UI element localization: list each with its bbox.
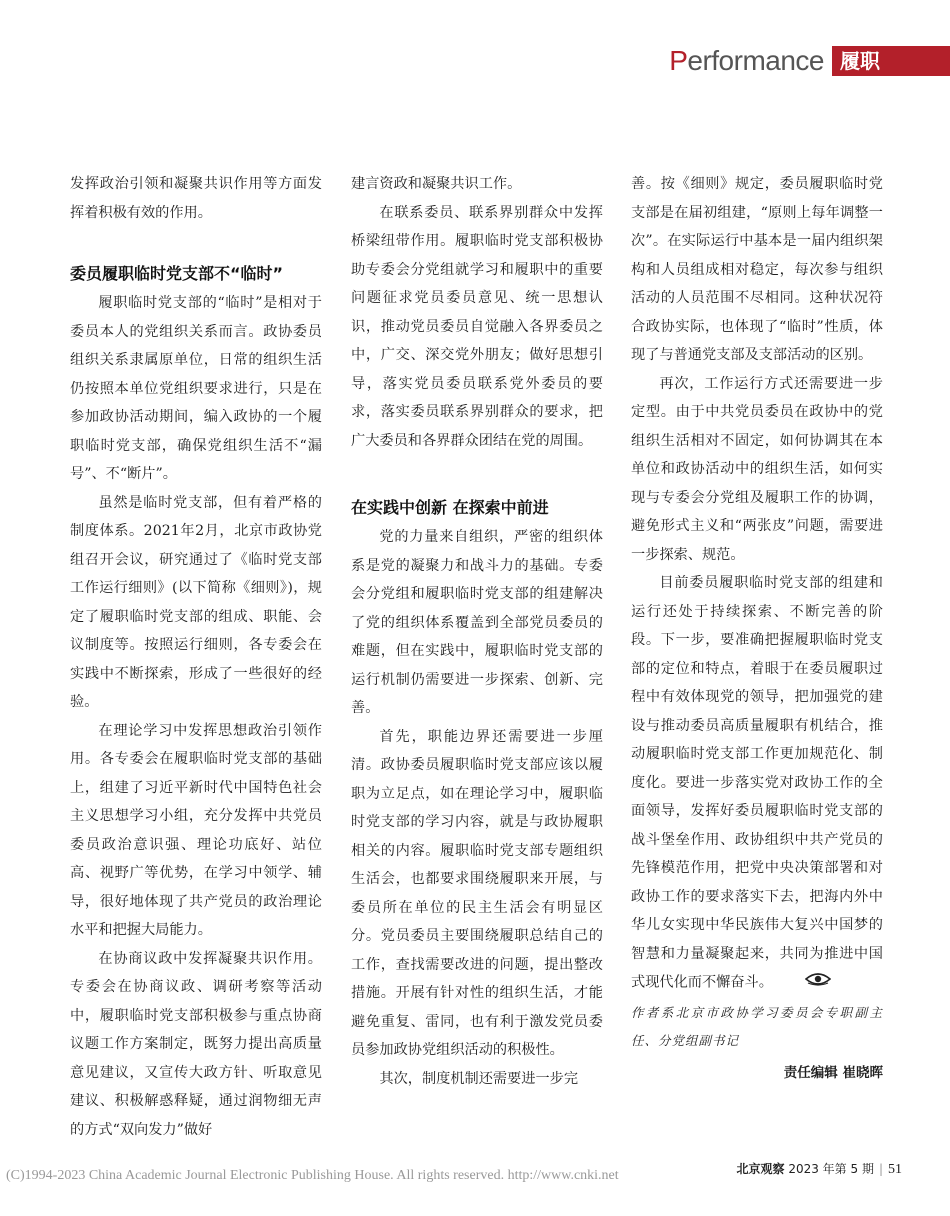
responsible-editor: 责任编辑 崔晓晖 xyxy=(783,1064,883,1081)
page-number: 51 xyxy=(888,1162,902,1177)
paragraph-final xyxy=(631,569,883,997)
paragraph: 党的力量来自组织，严密的组织体系是党的凝聚力和战斗力的基础。专委会分党组和履职临时党支部的组建解决了党的组织体系覆盖到全部党员委员的难题，但在实践中，履职临时党支部的运行机制仍需要进一步探索、创新、完善。 xyxy=(351,529,603,716)
section-heading: 委员履职临时党支部不“临时” xyxy=(70,264,284,283)
paragraph: 其次，制度机制还需要进一步完 xyxy=(379,1070,579,1087)
page-footer xyxy=(736,1160,902,1178)
section-title-rest: erformance xyxy=(687,45,824,76)
paragraph: 发挥政治引领和凝聚共识作用等方面发挥着积极有效的作用。 xyxy=(70,176,322,221)
paragraph: 善。按《细则》规定，委员履职临时党支部是在届初组建，“原则上每年调整一次”。在实际运行中基本是一届内组织架构和人员组成相对稳定，每次参与组织活动的人员范围不尽相同。这种状况符合政协实际，也体现了“临时”性质，体现了与普通党支部及支部活动的区别。 xyxy=(631,176,883,363)
column-1 xyxy=(70,170,322,1144)
end-mark-eye-icon xyxy=(777,968,831,997)
author-note: 作者系北京市政协学习委员会专职副主任、分党组副书记 xyxy=(631,1004,883,1048)
paragraph: 在协商议政中发挥凝聚共识作用。专委会在协商议政、调研考察等活动中，履职临时党支部积极参与重点协商议题工作方案制定，既努力提出高质量意见建议，又宣传大政方针、听取意见建议、积极解惑释疑，通过润物细无声的方式“双向发力”做好 xyxy=(70,950,322,1138)
paragraph: 在理论学习中发挥思想政治引领作用。各专委会在履职临时党支部的基础上，组建了习近平新时代中国特色社会主义思想学习小组，充分发挥中共党员委员政治意识强、理论功底好、站位高、视野广等优势，在学习中领学、辅导，很好地体现了共产党员的政治理论水平和把握大局能力。 xyxy=(70,722,322,938)
section-heading: 在实践中创新 在探索中前进 xyxy=(351,498,549,517)
section-badge: 履职 xyxy=(832,46,950,76)
paragraph: 履职临时党支部的“临时”是相对于委员本人的党组织关系而言。政协委员组织关系隶属原单位，日常的组织生活仍按照本单位党组织要求进行，只是在参加政协活动期间，编入政协的一个履职临时党支部，确保党组织生活不“漏号”、不“断片”。 xyxy=(70,295,322,482)
paragraph: 虽然是临时党支部，但有着严格的制度体系。2021年2月，北京市政协党组召开会议，研究通过了《临时党支部工作运行细则》(以下简称《细则》)，规定了履职临时党支部的组成、职能、会议制度等。按照运行细则，各专委会在实践中不断探索，形成了一些很好的经验。 xyxy=(70,494,322,710)
column-2 xyxy=(351,170,603,1093)
section-title-english xyxy=(669,45,824,77)
paragraph: 再次，工作运行方式还需要进一步定型。由于中共党员委员在政协中的党组织生活相对不固定，如何协调其在本单位和政协活动中的组织生活，如何实现与专委会分党组及履职工作的协调，避免形式主义和“两张皮”问题，需要进一步探索、规范。 xyxy=(631,375,883,563)
footer-divider: | xyxy=(878,1162,883,1176)
paragraph: 建言资政和凝聚共识工作。 xyxy=(351,176,522,192)
paragraph: 在联系委员、联系界别群众中发挥桥梁纽带作用。履职临时党支部积极协助专委会分党组就学习和履职中的重要问题征求党员委员意见、统一思想认识，推动党员委员自觉融入各界委员之中，广交、深交党外朋友；做好思想引导，落实党员委员联系党外委员的要求，落实委员联系界别群众的要求，把广大委员和各界群众团结在党的周围。 xyxy=(351,204,603,449)
paragraph-final-text: 目前委员履职临时党支部的组建和运行还处于持续探索、不断完善的阶段。下一步，要准确把握履职临时党支部的定位和特点，着眼于在委员履职过程中有效体现党的领导，把加强党的建设与推动委员高质量履职有机结合，推动履职临时党支部工作更加规范化、制度化。要进一步落实党对政协工作的全面领导，发挥好委员履职临时党支部的战斗堡垒作用、政协组织中共产党员的先锋模范作用，把党中央决策部署和对政协工作的要求落实下去，把海内外中华儿女实现中华民族伟大复兴中国梦的智慧和力量凝聚起来，共同为推进中国式现代化而不懈奋斗。 xyxy=(631,575,883,991)
section-title-initial: P xyxy=(669,45,688,76)
paragraph: 首先，职能边界还需要进一步厘清。政协委员履职临时党支部应该以履职为立足点，如在理论学习中，履职临时党支部的学习内容，就是与政协履职相关的内容。履职临时党支部专题组织生活会，也都要求围绕履职来开展，与委员所在单位的民主生活会有明显区分。党员委员主要围绕履职总结自己的工作，查找需要改进的问题，提出整改措施。开展有针对性的组织生活，才能避免重复、雷同，也有利于激发党员委员参加政协党组织活动的积极性。 xyxy=(351,728,603,1058)
magazine-name: 北京观察 xyxy=(736,1162,785,1176)
column-3 xyxy=(631,170,883,1087)
copyright-watermark: (C)1994-2023 China Academic Journal Electronic Publishing House. All rights reserved. http://www.cnki.net xyxy=(6,1168,619,1183)
issue-number: 2023 年第 5 期 xyxy=(788,1162,874,1176)
